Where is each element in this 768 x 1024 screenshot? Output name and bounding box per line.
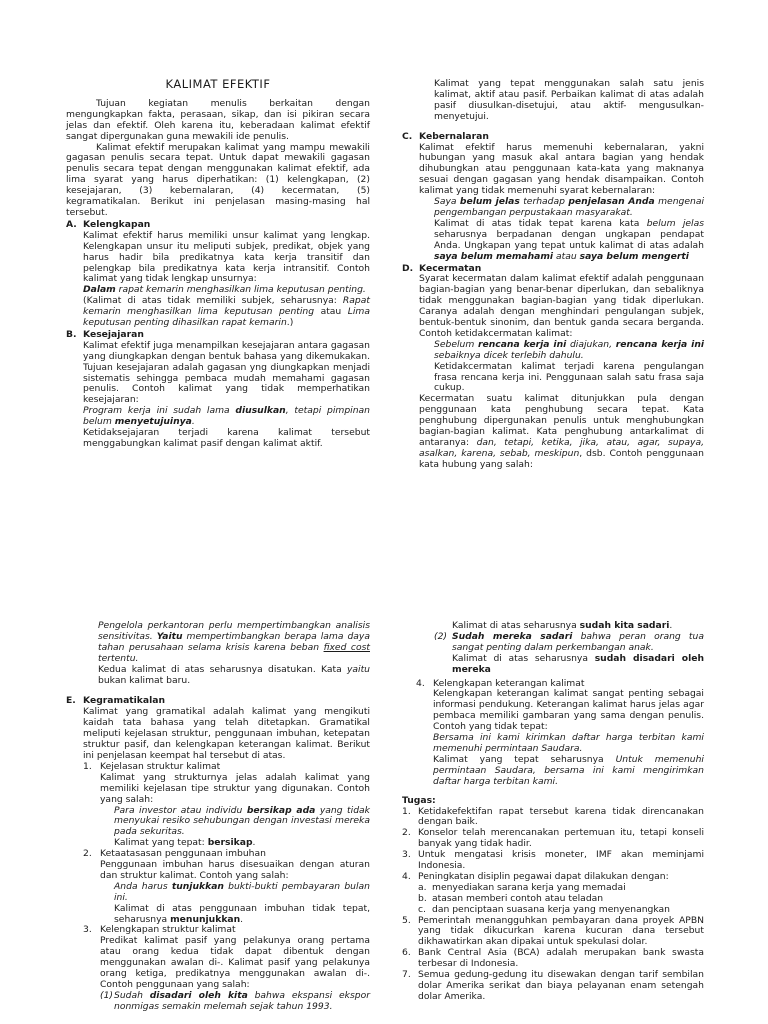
section-e-item-4-heading: 4. Kelengkapan keterangan kalimat bbox=[416, 677, 585, 689]
section-e-item-2-example: Anda harus tunjukkan bukti-bukti pembayaran bulan ini. bbox=[114, 880, 370, 903]
tugas-item-1: 1. Ketidakefektifan rapat tersebut karena tidak direncanakan dengan baik. bbox=[402, 805, 704, 828]
section-e-item-3-example-1: (1) Sudah disadari oleh kita bahwa ekspansi ekspor nonmigas semakin melemah sejak tahun 1993. bbox=[100, 989, 370, 1012]
tugas-item-5: 5. Pemerintah menangguhkan pembayaran dana proyek APBN yang tidak dikucurkan karena kucuran dana tersebut dikhawatirkan akan dipakai untuk spekulasi dolar. bbox=[402, 914, 704, 948]
tugas-item-3: 3. Untuk mengatasi krisis moneter, IMF akan meminjami Indonesia. bbox=[402, 849, 704, 872]
section-b-heading: B. Kesejajaran bbox=[66, 328, 144, 340]
item-3-example-2: (2) Sudah mereka sadari bahwa peran orang tua sangat penting dalam perkembangan anak. bbox=[434, 630, 704, 653]
intro-paragraph-1: Tujuan kegiatan menulis berkaitan dengan mengungkapkan fakta, perasaan, sikap, dan isi pikiran secara jelas dan efektif. Oleh karena itu, keberadaan kalimat efektif sangat dipergunakan guna mewakili ide penulis. bbox=[66, 97, 370, 142]
column-bottom-left bbox=[66, 621, 370, 1013]
section-e-item-4-fix: Kalimat yang tepat seharusnya Untuk memenuhi permintaan Saudara, bersama ini kami mengirimkan daftar harga terbitan kami. bbox=[433, 753, 704, 787]
section-a-example: Dalam rapat kemarin menghasilkan lima keputusan penting. bbox=[83, 284, 366, 296]
section-e-item-1-heading: 1. Kejelasan struktur kalimat bbox=[83, 760, 221, 772]
section-c-heading: C. Kebernalaran bbox=[402, 130, 489, 142]
section-d-heading: D. Kecermatan bbox=[402, 262, 482, 274]
section-d-example: Sebelum rencana kerja ini diajukan, rencana kerja ini sebaiknya dicek terlebih dahulu. bbox=[434, 338, 705, 361]
tugas-item-4: 4. Peningkatan disiplin pegawai dapat dilakukan dengan: bbox=[402, 870, 669, 882]
tugas-item-7: 7. Semua gedung-gedung itu disewakan dengan tarif sembilan dolar Amerika serikat dan biaya pelayanan enam setengah dolar Amerika. bbox=[402, 969, 704, 1002]
section-e-item-2-heading: 2. Ketaatasasan penggunaan imbuhan bbox=[83, 848, 266, 860]
section-e-item-3-body: Predikat kalimat pasif yang pelakunya orang pertama atau orang kedua tidak dapat dibentuk dengan menggunakan awalan di-. Kalimat pasif yang pelakunya orang ketiga, predikatnya menggunakan awalan di-. Contoh penggunaan yang salah: bbox=[100, 935, 370, 990]
intro-paragraph-2: Kalimat efektif merupakan kalimat yang mampu mewakili gagasan penulis secara tepat. Untuk dapat mewakili gagasan penulis secara tepat dengan menggunakan kalimat efektif, ada lima syarat yang harus diperhatikan: (1) kelengkapan, (2) kesejajaran, (3) kebernalaran, (4) kecermatan, (5) kegramatikalan. Berikut ini penjelasan masing-masing hal tersebut. bbox=[66, 141, 370, 218]
tugas-subitem-c: c. dan penciptaan suasana kerja yang menyenangkan bbox=[418, 903, 670, 915]
conjunction-explanation: Kedua kalimat di atas seharusnya disatukan. Kata yaitu bukan kalimat baru. bbox=[98, 663, 370, 686]
conjunction-example: Pengelola perkantoran perlu mempertimbangkan analisis sensitivitas. Yaitu mempertimbangkan berapa lama daya tahan perusahaan selama krisis karena beban fixed cost tertentu. bbox=[98, 620, 370, 664]
tugas-heading: Tugas: bbox=[402, 794, 436, 806]
section-c-example: Saya belum jelas terhadap penjelasan Anda mengenai pengembangan perpustakaan masyarakat. bbox=[434, 196, 705, 218]
section-c-body: Kalimat efektif harus memenuhi kebernalaran, yakni hubungan yang masuk akal antara bagian yang hendak dihubungkan atau penggunaan kata-kata yang maknanya sesuai dengan gagasan yang hendak disampaikan. Contoh kalimat yang tidak memenuhi syarat kebernalaran: bbox=[419, 141, 704, 197]
section-b-body: Kalimat efektif juga menampilkan kesejajaran antara gagasan yang diungkapkan dengan bentuk bahasa yang dikemukakan. Tujuan kesejajaran adalah gagasan yng diungkapkan menjadi sistematis sehingga pembaca mudah memahami gagasan penulis. Contoh kalimat yang tidak memperhatikan kesejajaran: bbox=[83, 339, 370, 406]
tugas-item-6: 6. Bank Central Asia (BCA) adalah merupakan bank swasta terbesar di Indonesia. bbox=[402, 947, 704, 970]
column-top-right bbox=[402, 79, 704, 471]
tugas-subitem-a: a. menyediakan sarana kerja yang memadai bbox=[418, 881, 626, 893]
item-3-fix-1: Kalimat di atas seharusnya sudah kita sadari. bbox=[452, 620, 673, 631]
section-e-item-1-example: Para investor atau individu bersikap ada yang tidak menyukai resiko sehubungan dengan investasi mereka pada sekuritas. bbox=[114, 804, 370, 838]
tugas-item-2: 2. Konselor telah merencanakan pertemuan itu, tetapi konseli banyak yang tidak hadir. bbox=[402, 827, 704, 850]
section-e-heading: E. Kegramatikalan bbox=[66, 695, 166, 707]
section-e-body: Kalimat yang gramatikal adalah kalimat yang mengikuti kaidah tata bahasa yang telah ditetapkan. Gramatikal meliputi kejelasan struktur, penggunaan imbuhan, ketepatan struktur pasif, dan kelengkapan keterangan kalimat. Berikut ini penjelasan keempat hal tersebut di atas. bbox=[83, 706, 370, 761]
section-b-explanation: Ketidaksejajaran terjadi karena kalimat tersebut menggabungkan kalimat pasif dengan kalimat aktif. bbox=[83, 427, 370, 449]
section-b-example: Program kerja ini sudah lama diusulkan, tetapi pimpinan belum menyetujuinya. bbox=[83, 405, 370, 428]
section-d-body: Syarat kecermatan dalam kalimat efektif adalah penggunaan bagian-bagian yang benar-benar diperlukan, dan sebaliknya tidak menggunakan bagian-bagian yang tidak diperlukan. Caranya adalah dengan menghindari pengulangan subjek, bentuk-bentuk sinonim, dan bentuk ganda secara berganda. Contoh ketidakcermatan kalimat: bbox=[419, 273, 704, 339]
section-e-item-1-fix: Kalimat yang tepat: bersikap. bbox=[114, 837, 256, 849]
section-b-continuation: Kalimat yang tepat menggunakan salah satu jenis kalimat, aktif atau pasif. Perbaikan kalimat di atas adalah pasif diusulkan-disetujui, atau aktif- mengusulkan-menyetujui. bbox=[434, 78, 704, 122]
column-bottom-right bbox=[402, 621, 704, 1003]
document-title: KALIMAT EFEKTIF bbox=[165, 77, 271, 91]
section-a-heading: A. Kelengkapan bbox=[66, 218, 151, 230]
section-e-item-2-body: Penggunaan imbuhan harus disesuaikan dengan aturan dan struktur kalimat. Contoh yang salah: bbox=[100, 859, 370, 881]
section-e-item-2-fix: Kalimat di atas penggunaan imbuhan tidak tepat, seharusnya menunjukkan. bbox=[114, 902, 370, 925]
column-top-left bbox=[66, 79, 370, 450]
section-e-item-4-body: Kelengkapan keterangan kalimat sangat penting sebagai informasi pendukung. Keterangan kalimat harus jelas agar pembaca memiliki gambaran yang sama dengan penulis. Contoh yang tidak tepat: bbox=[433, 688, 704, 733]
section-e-item-3-heading: 3. Kelengkapan struktur kalimat bbox=[83, 924, 236, 936]
section-a-body: Kalimat efektif harus memiliki unsur kalimat yang lengkap. Kelengkapan unsur itu meliputi subjek, predikat, objek yang harus hadir bila predikatnya kata kerja transitif dan pelengkap bila predikatnya kata kerja intransitif. Contoh kalimat yang tidak lengkap unsurnya: bbox=[83, 229, 370, 285]
section-e-item-1-body: Kalimat yang strukturnya jelas adalah kalimat yang memiliki kejelasan tipe struktur yang digunakan. Contoh yang salah: bbox=[100, 771, 370, 805]
tugas-subitem-b: b. atasan memberi contoh atau teladan bbox=[418, 892, 604, 904]
section-e-item-4-example: Bersama ini kami kirimkan daftar harga terbitan kami memenuhi permintaan Saudara. bbox=[433, 732, 704, 754]
item-3-fix-2: Kalimat di atas seharusnya sudah disadari oleh mereka bbox=[452, 652, 704, 675]
section-d-body-2: Kecermatan suatu kalimat ditunjukkan pula dengan penggunaan kata penghubung secara tepat. Kata penghubung dipergunakan penulis untuk menghubungkan bagian-bagian kalimat. Kata penghubung antarkalimat di antaranya: dan, tetapi, ketika, jika, atau, agar, supaya, asalkan, karena, sebab, meskipun, dsb. Contoh penggunaan kata hubung yang salah: bbox=[419, 393, 705, 470]
section-c-explanation: Kalimat di atas tidak tepat karena kata belum jelas seharusnya berpadanan dengan ungkapan pendapat Anda. Ungkapan yang tepat untuk kalimat di atas adalah saya belum memahami atau saya belum mengerti bbox=[434, 217, 704, 262]
section-a-note: (Kalimat di atas tidak memiliki subjek, seharusnya: Rapat kemarin menghasilkan lima keputusan penting atau Lima keputusan penting dihasilkan rapat kemarin.) bbox=[83, 295, 371, 329]
section-d-explanation: Ketidakcermatan kalimat terjadi karena pengulangan frasa rencana kerja ini. Penggunaan salah satu frasa saja cukup. bbox=[434, 360, 704, 394]
